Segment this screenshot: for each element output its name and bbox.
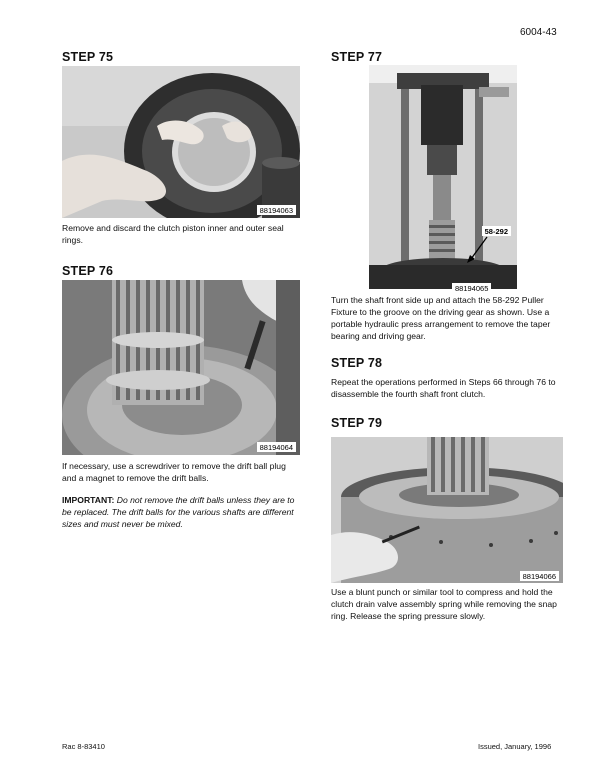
step-78-title: STEP 78 (331, 356, 383, 370)
step-76-title: STEP 76 (62, 264, 114, 278)
important-text: Do not remove the drift balls unless they are to be replaced. The drift balls for the various shafts are different sizes and must never be mixed. (62, 495, 295, 529)
step-79-caption: Use a blunt punch or similar tool to compress and hold the clutch drain valve assembly spring while removing the snap ring. Release the spring pressure slowly. (331, 587, 557, 621)
step-76-caption: If necessary, use a screwdriver to remove the drift ball plug and a magnet to remove the drift balls. (62, 461, 286, 483)
footer-document-number: Rac 8-83410 (62, 742, 105, 751)
step-76-photo (62, 280, 300, 455)
step-79-title: STEP 79 (331, 416, 383, 430)
step-75-caption: Remove and discard the clutch piston inner and outer seal rings. (62, 223, 284, 245)
step-78-caption: Repeat the operations performed in Steps 66 through 76 to disassemble the fourth shaft front clutch. (331, 377, 556, 399)
step-77-callout: 58-292 (482, 226, 511, 236)
step-75-photo (62, 66, 300, 218)
step-75-title: STEP 75 (62, 50, 114, 64)
step-77-caption: Turn the shaft front side up and attach the 58-292 Puller Fixture to the groove on the driving gear as shown. Use a portable hydraulic press arrangement to remove the taper bearing and driving gear. (331, 295, 551, 341)
callout-arrow-icon (465, 235, 495, 265)
step-79-photo (331, 437, 563, 583)
step-76-figure-id: 88194064 (257, 442, 296, 452)
step-75-figure-id: 88194063 (257, 205, 296, 215)
step-77-title: STEP 77 (331, 50, 383, 64)
step-77-figure-id: 88194065 (452, 283, 491, 293)
step-79-figure-id: 88194066 (520, 571, 559, 581)
page-number: 6004-43 (520, 27, 557, 38)
footer-issue-date: Issued, January, 1996 (478, 742, 552, 751)
step-76-important-note (62, 494, 300, 530)
step-77-photo (369, 65, 517, 289)
important-label: IMPORTANT: (62, 495, 115, 505)
